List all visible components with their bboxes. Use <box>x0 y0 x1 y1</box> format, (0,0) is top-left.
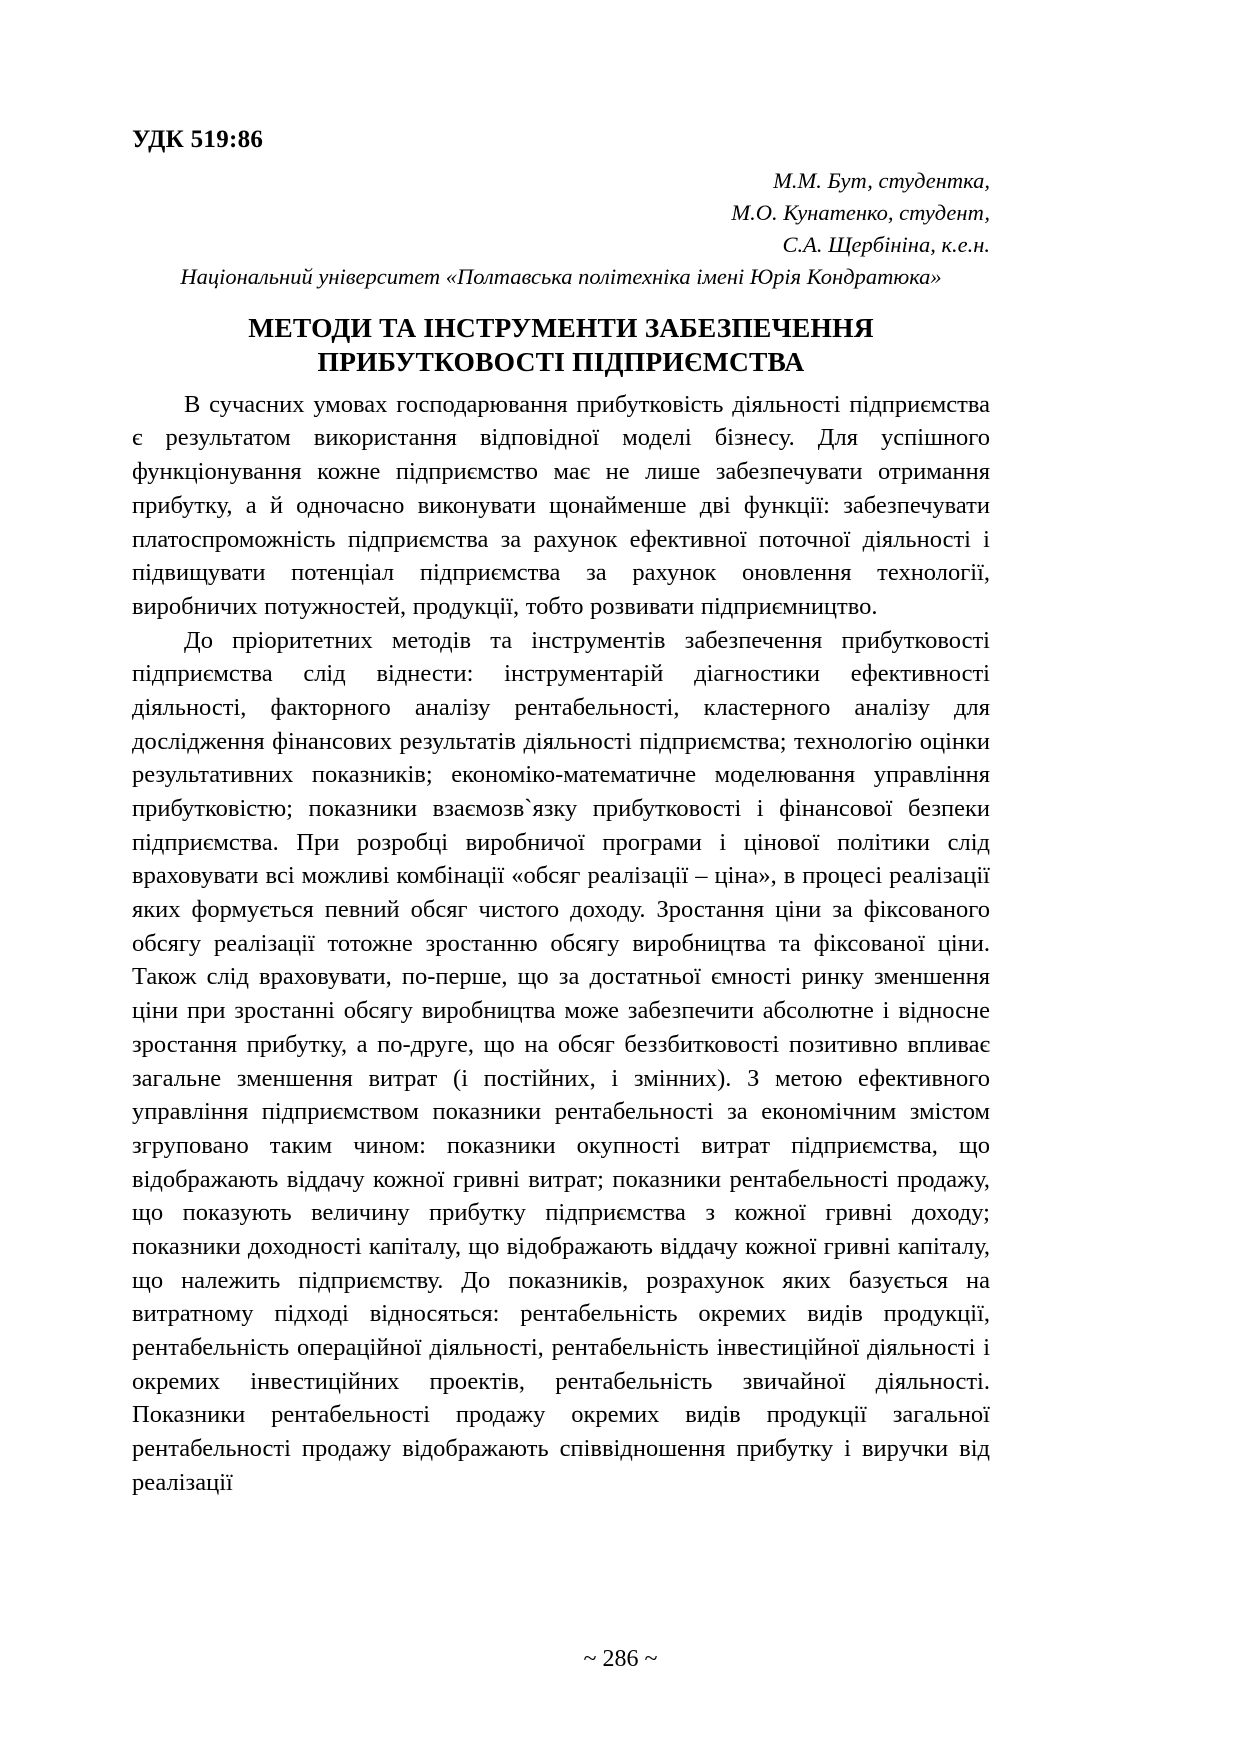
author-line-2: М.О. Кунатенко, студент, <box>731 199 990 225</box>
page-number-footer: ~ 286 ~ <box>583 1646 658 1672</box>
body-text <box>132 388 990 1500</box>
author-line-3: С.А. Щербініна, к.е.н. <box>782 231 990 257</box>
affiliation-line: Національний університет «Полтавська політехніка імені Юрія Кондратюка» <box>180 263 942 289</box>
author-block <box>132 165 990 261</box>
page-title <box>132 311 990 380</box>
author-line-1: М.М. Бут, студентка, <box>773 167 990 193</box>
paragraph-2: До пріоритетних методів та інструментів забезпечення прибутковості підприємства слід віднести: інструментарій діагностики ефективності діяльності, факторного аналізу рентабельності, кластерного аналізу для дослідження фінансових результатів діяльності підприємства; технологію оцінки результативних показників; економіко-математичне моделювання управління прибутковістю; показники взаємозв`язку прибутковості і фінансової безпеки підприємства. При розробці виробничої програми і цінової політики слід враховувати всі можливі комбінації «обсяг реалізації – ціна», в процесі реалізації яких формується певний обсяг чистого доходу. Зростання ціни за фіксованого обсягу реалізації тотожне зростанню обсягу виробництва та фіксованої ціни. Також слід враховувати, по-перше, що за достатньої ємності ринку зменшення ціни при зростанні обсягу виробництва може забезпечити абсолютне і відносне зростання прибутку, а по-друге, що на обсяг беззбитковості позитивно впливає загальне зменшення витрат (і постійних, і змінних). З метою ефективного управління підприємством показники рентабельності за економічним змістом згруповано таким чином: показники окупності витрат підприємства, що відображають віддачу кожної гривні витрат; показники рентабельності продажу, що показують величину прибутку підприємства з кожної гривні доходу; показники доходності капіталу, що відображають віддачу кожної гривні капіталу, що належить підприємству. До показників, розрахунок яких базується на витратному підході відносяться: рентабельність окремих видів продукції, рентабельність операційної діяльності, рентабельність інвестиційної діяльності і окремих інвестиційних проектів, рентабельність звичайної діяльності. Показники рентабельності продажу окремих видів продукції загальної рентабельності продажу відображають співвідношення прибутку і виручки від реалізації <box>132 626 990 1496</box>
page-title-line-2: ПРИБУТКОВОСТІ ПІДПРИЄМСТВА <box>317 346 805 378</box>
udc-code: УДК 519:86 <box>132 126 264 153</box>
page-content <box>132 126 990 1499</box>
page-title-line-1: МЕТОДИ ТА ІНСТРУМЕНТИ ЗАБЕЗПЕЧЕННЯ <box>248 311 874 343</box>
paragraph-1: В сучасних умовах господарювання прибутковість діяльності підприємства є результатом використання відповідної моделі бізнесу. Для успішного функціонування кожне підприємство має не лише забезпечувати отримання прибутку, а й одночасно виконувати щонайменше дві функції: забезпечувати платоспроможність підприємства за рахунок ефективної поточної діяльності і підвищувати потенціал підприємства за рахунок оновлення технології, виробничих потужностей, продукції, тобто розвивати підприємництво. <box>132 390 990 620</box>
